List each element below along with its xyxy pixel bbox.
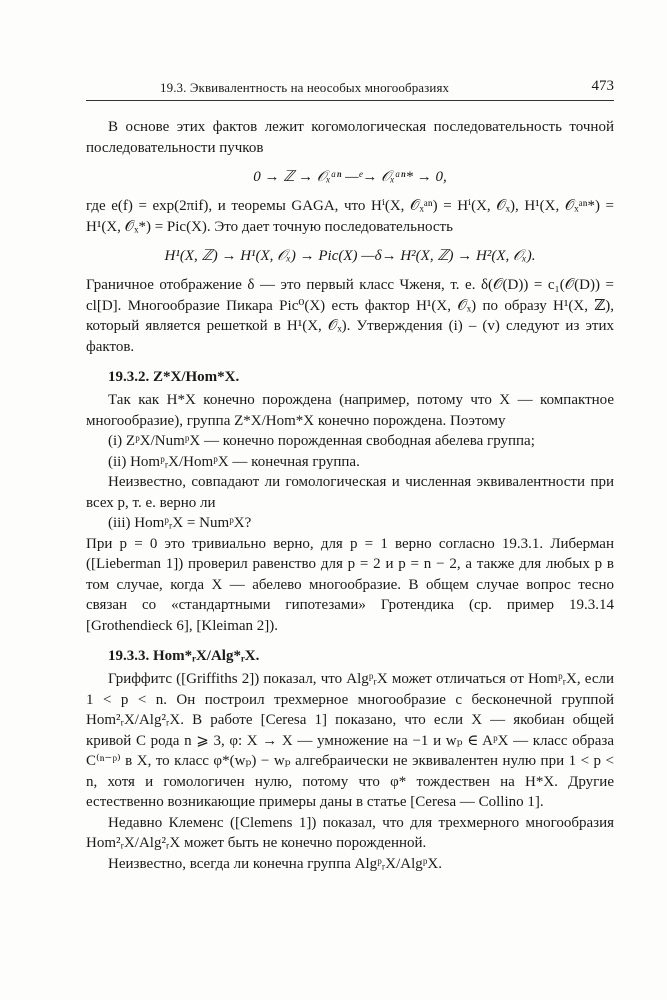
- paragraph-chern-class: Граничное отображение δ — это первый класс Чженя, т. е. δ(𝒪(D)) = c₁(𝒪(D)) = cl[D]. Многообразие Пикара Pic⁰(X) есть фактор H¹(X, 𝒪ₓ) по образу H¹(X, ℤ), который является решеткой в H¹(X, 𝒪ₓ). Утверждения (i) – (v) следуют из этих фактов.: [86, 277, 614, 355]
- paragraph-griffiths: Гриффитс ([Griffiths 2]) показал, что AlgᵖᵣX может отличаться от HomᵖᵣX, если 1 < p < n. Он построил трехмерное многообразие с бесконечной группой Hom²ᵣX/Alg²ᵣX. В работе [Ceresa 1] показано, что если X — якобиан общей кривой C рода n ⩾ 3, φ: X → X — умножение на −1 и wₚ ∈ AᵖX — класс образа C⁽ⁿ⁻ᵖ⁾ в X, то класс φ*(wₚ) − wₚ алгебраически не эквивалентен нулю при 1 < p < n, хотя и гомологичен нулю, потому что φ* тождествен на H*X. Другие естественно возникающие примеры даны в статье [Ceresa — Collino 1].: [86, 671, 614, 810]
- paragraph-final: Неизвестно, всегда ли конечна группа AlgᵖᵣX/AlgᵖX.: [108, 855, 442, 872]
- section-heading-19-3-2: 19.3.2. Z*X/Hom*X.: [108, 369, 240, 385]
- paragraph-unknown: Неизвестно, совпадают ли гомологическая и численная эквивалентности при всех p, т. е. верно ли: [86, 474, 614, 511]
- paragraph-finitely-generated: Так как H*X конечно порождена (например, потому что X — компактное многообразие), группа Z*X/Hom*X конечно порождена. Поэтому: [86, 392, 614, 429]
- running-head: 19.3. Эквивалентность на неособых многообразиях: [160, 80, 450, 95]
- list-item-ii: (ii) HomᵖᵣX/HomᵖX — конечная группа.: [108, 453, 360, 470]
- page: [86, 78, 614, 874]
- formula-cohomology-sequence: H¹(X, ℤ) → H¹(X, 𝒪ₓ) → Pic(X) —δ→ H²(X, ℤ) → H²(X, 𝒪ₓ).: [164, 248, 536, 264]
- formula-exact-sequence: 0 → ℤ → 𝒪ₓᵃⁿ —ᵉ→ 𝒪ₓᵃⁿ* → 0,: [253, 169, 447, 185]
- section-heading-19-3-3: 19.3.3. Hom*ᵣX/Alg*ᵣX.: [108, 648, 260, 664]
- paragraph-gaga: где e(f) = exp(2πif), и теоремы GAGA, что Hⁱ(X, 𝒪ₓᵃⁿ) = Hⁱ(X, 𝒪ₓ), H¹(X, 𝒪ₓᵃⁿ*) = H¹(X, 𝒪ₓ*) = Pic(X). Это дает точную последовательность: [86, 198, 614, 235]
- page-number: 473: [591, 78, 614, 94]
- paragraph-intro: В основе этих фактов лежит когомологическая последовательность точной последовательности пучков: [86, 119, 614, 156]
- list-item-i: (i) ZᵖX/NumᵖX — конечно порожденная свободная абелева группа;: [108, 433, 535, 449]
- paragraph-clemens: Недавно Клеменс ([Clemens 1]) показал, что для трехмерного многообразия Hom²ᵣX/Alg²ᵣX может быть не конечно порожденной.: [86, 814, 614, 851]
- paragraph-lieberman: При p = 0 это тривиально верно, для p = 1 верно согласно 19.3.1. Либерман ([Lieberman 1]) проверил равенство для p = 2 и p = n − 2, а также для любых p в том случае, когда X — абелево многообразие. В общем случае вопрос тесно связан со «стандартными гипотезами» Гротендика (ср. пример 19.3.14 [Grothendieck 6], [Kleiman 2]).: [86, 535, 614, 634]
- page-header: [86, 78, 614, 101]
- list-item-iii: (iii) HomᵖᵣX = NumᵖX?: [108, 515, 252, 531]
